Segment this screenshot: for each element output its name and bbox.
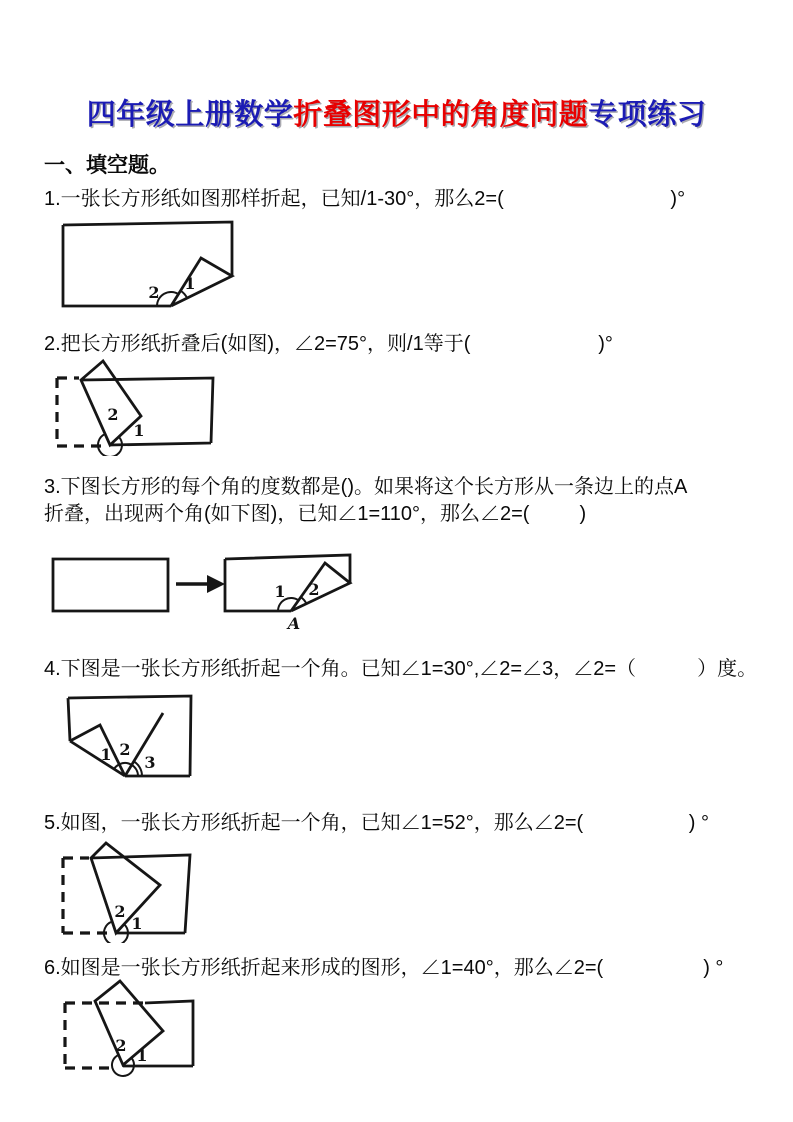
figure-q6-svg — [59, 977, 207, 1079]
title-part-topic: 折叠图形中的角度问题 — [293, 99, 589, 131]
figure-q5-svg — [59, 841, 199, 943]
angle-arc-2 — [119, 763, 131, 765]
fold-flap — [70, 725, 125, 776]
question-3-text-line1: 3.下图长方形的每个角的度数都是()。如果将这个长方形从一条边上的点A — [44, 476, 688, 498]
question-5-text: 5.如图，一张长方形纸折起一个角，已知∠1=52°，那么∠2=( ) ° — [44, 812, 709, 834]
rectangle-outline — [81, 378, 213, 445]
angle-label-1: 1 — [136, 1046, 148, 1065]
right-arrow-icon — [176, 575, 225, 593]
angle-label-1: 1 — [274, 582, 286, 601]
fold-flap — [95, 981, 163, 1065]
angle-label-1: 1 — [131, 914, 143, 933]
question-6-text: 6.如图是一张长方形纸折起来形成的图形，∠1=40°，那么∠2=( ) ° — [44, 957, 724, 979]
angle-label-1: 1 — [184, 274, 196, 293]
angle-label-2: 2 — [119, 740, 131, 759]
angle-label-2: 2 — [308, 580, 320, 599]
section-heading-fill-in-blanks: 一、填空题。 — [44, 154, 170, 177]
angle-label-1: 1 — [133, 421, 145, 440]
question-4-text: 4.下图是一张长方形纸折起一个角。已知∠1=30°,∠2=∠3，∠2=（ ）度。 — [44, 658, 758, 680]
original-position-dashed — [57, 378, 107, 446]
figure-q3-svg — [51, 551, 369, 635]
figure-q4-svg — [64, 692, 236, 786]
title-part-practice: 专项练习 — [588, 99, 707, 131]
angle-label-2: 2 — [148, 283, 160, 302]
figure-q3-fold-sequence — [51, 551, 369, 635]
fold-flap — [81, 361, 141, 445]
angle-arc-2 — [301, 597, 307, 604]
figure-q6-folded-rectangle — [59, 977, 207, 1079]
angle-label-2: 2 — [107, 405, 119, 424]
figure-q5-folded-rectangle — [59, 841, 199, 943]
rectangle-outline — [225, 555, 350, 611]
figure-q1-svg — [60, 218, 238, 310]
page-title — [0, 92, 793, 133]
figure-q2-folded-rectangle — [53, 356, 248, 456]
question-1-text: 1.一张长方形纸如图那样折起，已知/1-30°，那么2=( )° — [44, 188, 686, 210]
angle-arc-1 — [114, 764, 119, 769]
angle-label-2: 2 — [115, 1036, 127, 1055]
fold-flap — [291, 563, 350, 611]
plain-rectangle — [53, 559, 168, 611]
question-3-text-line2: 折叠，出现两个角(如下图)，已知∠1=110°，那么∠2=( ) — [44, 503, 587, 525]
angle-arc-3-inner — [132, 765, 138, 776]
title-part-grade: 四年级上册数学 — [86, 99, 294, 131]
point-label-A: A — [287, 614, 301, 633]
figure-q4-folded-rectangle — [64, 692, 236, 786]
angle-label-2: 2 — [114, 902, 126, 921]
original-position-dashed — [63, 858, 114, 933]
angle-label-3: 3 — [144, 753, 156, 772]
angle-label-1: 1 — [100, 745, 112, 764]
figure-q2-svg — [53, 356, 248, 456]
fold-flap — [171, 258, 232, 306]
figure-q1-folded-rectangle — [60, 218, 238, 310]
question-2-text: 2.把长方形纸折叠后(如图)，∠2=75°，则/1等于( )° — [44, 333, 613, 355]
